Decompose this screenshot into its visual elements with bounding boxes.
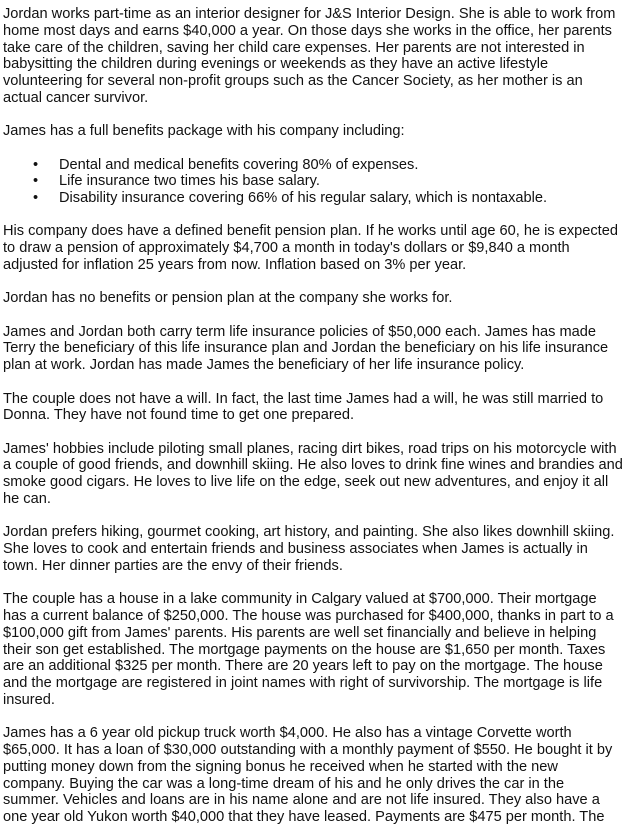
list-item-text: Disability insurance covering 66% of his regular salary, which is nontaxable. [59,190,548,207]
text-line: their son get established. The mortgage payments on the house are $1,650 per month. Taxes [3,641,606,658]
text-line: home most days and earns $40,000 a year. On those days she works in the office, her parents [3,22,612,39]
paragraph-pension [3,223,636,273]
text-line: Jordan has no benefits or pension plan at the company she works for. [3,290,453,307]
paragraph-jordan-benefits [3,290,636,307]
paragraph-will [3,391,636,425]
text-line: volunteering for several non-profit groups such as the Cancer Society, as her mother is an [3,73,583,90]
text-line: Donna. They have not found time to get one prepared. [3,407,355,424]
text-line: actual cancer survivor. [3,89,149,106]
list-item-text: Dental and medical benefits covering 80% of expenses. [59,156,419,173]
text-line: summer. Vehicles and loans are in his name alone and are not life insured. They also have a [3,792,600,809]
text-line: adjusted for inflation 25 years from now. Inflation based on 3% per year. [3,257,467,274]
bullet-icon: • [33,190,39,207]
text-line: James and Jordan both carry term life insurance policies of $50,000 each. James has made [3,323,596,340]
text-line: and the mortgage are registered in joint names with right of survivorship. The mortgage is life [3,675,603,692]
text-line: Jordan works part-time as an interior designer for J&S Interior Design. She is able to work from [3,6,616,22]
text-line: he can. [3,491,51,508]
benefits-list [3,157,636,207]
paragraph-jordan-hobbies [3,524,636,574]
text-line: James has a 6 year old pickup truck worth $4,000. He also has a vintage Corvette worth [3,725,572,742]
text-line: James has a full benefits package with his company including: [3,123,405,140]
text-line: putting money down from the signing bonus he received when he started with the new [3,758,558,775]
text-line: smoke good cigars. He loves to live life on the edge, seek out new adventures, and enjoy it all [3,474,609,491]
text-line: has a current balance of $250,000. The house was purchased for $400,000, thanks in part to a [3,608,614,625]
bullet-icon: • [33,156,39,173]
text-line: insured. [3,692,55,708]
text-line: $65,000. It has a loan of $30,000 outstanding with a monthly payment of $550. He bought it by [3,742,613,759]
text-line: James' hobbies include piloting small planes, racing dirt bikes, road trips on his motorcycle with [3,440,617,457]
text-line: His company does have a defined benefit pension plan. If he works until age 60, he is expected [3,223,618,240]
text-line: company. Buying the car was a long-time dream of his and he only drives the car in the [3,775,565,792]
text-line: to draw a pension of approximately $4,700 a month in today's dollars or $9,840 a month [3,240,570,257]
list-item [3,173,636,190]
text-line: a couple of good friends, and downhill skiing. He also loves to drink fine wines and brandies and [3,457,623,474]
paragraph-house [3,591,636,709]
text-line: The couple has a house in a lake community in Calgary valued at $700,000. Their mortgage [3,591,597,608]
text-line: Terry the beneficiary of this life insurance plan and Jordan the beneficiary on his life insurance [3,340,609,357]
paragraph-life-insurance [3,324,636,374]
text-line: babysitting the children during evenings or weekends as they have an active lifestyle [3,56,549,73]
list-item-text: Life insurance two times his base salary. [59,173,320,190]
text-line: are an additional $325 per month. There are 20 years left to pay on the mortgage. The house [3,658,603,675]
text-line: $100,000 gift from James' parents. His parents are well set financially and believe in helping [3,624,597,641]
text-line: take care of the children, saving her child care expenses. Her parents are not interested in [3,39,585,56]
paragraph-jordan-work [3,6,636,107]
bullet-icon: • [33,173,39,190]
list-item [3,157,636,174]
paragraph-james-hobbies [3,441,636,508]
text-line: Jordan prefers hiking, gourmet cooking, art history, and painting. She also likes downhill skiing. [3,524,615,541]
text-line: one year old Yukon worth $40,000 that they have leased. Payments are $475 per month. The [3,809,605,826]
list-item [3,190,636,207]
text-line: plan at work. Jordan has made James the beneficiary of her life insurance policy. [3,357,525,374]
text-line: The couple does not have a will. In fact, the last time James had a will, he was still married to [3,390,604,407]
paragraph-benefits-intro [3,123,636,140]
paragraph-vehicles [3,725,636,826]
text-line: She loves to cook and entertain friends and business associates when James is actually in [3,541,588,558]
text-line: town. Her dinner parties are the envy of their friends. [3,557,343,574]
